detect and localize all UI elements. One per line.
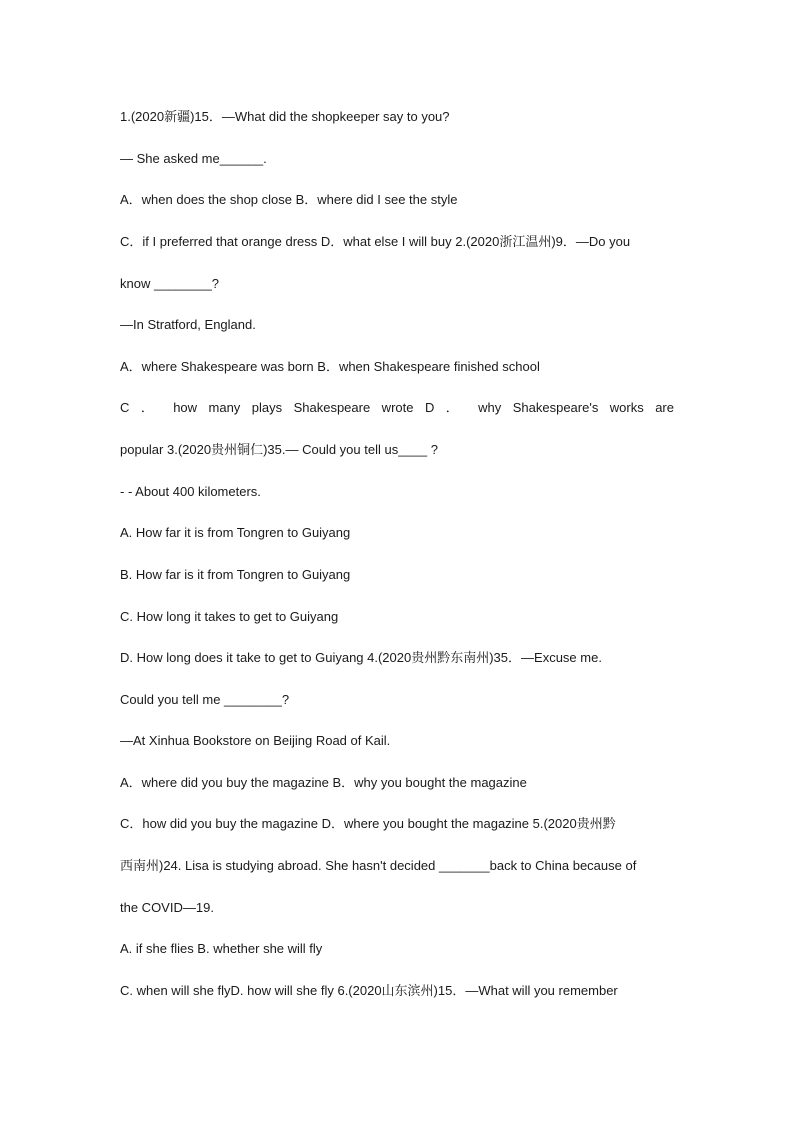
question-1-options-ab: A．when does the shop close B．where did I see the style	[120, 192, 458, 207]
question-3-response: - - About 400 kilometers.	[120, 484, 261, 499]
question-4-options-ab: A．where did you buy the magazine B．why you bought the magazine	[120, 775, 527, 790]
question-5-stem-continued: 西南州)24. Lisa is studying abroad. She hasn't decided _______back to China because of	[120, 858, 637, 873]
question-2-options-cd-continued-question-3-stem: popular 3.(2020贵州铜仁)35.— Could you tell us____ ?	[120, 442, 438, 457]
question-1-options-cd-question-2-stem: C．if I preferred that orange dress D．what else I will buy 2.(2020浙江温州)9．—Do you	[120, 234, 631, 249]
question-2-options-ab: A．where Shakespeare was born B．when Shakespeare finished school	[120, 359, 540, 374]
question-3-option-b: B. How far is it from Tongren to Guiyang	[120, 567, 351, 582]
question-2-stem-continued: know ________?	[120, 276, 220, 291]
question-1-response: — She asked me______.	[120, 151, 267, 166]
question-4-stem-continued: Could you tell me ________?	[120, 692, 290, 707]
question-5-stem-end: the COVID—19.	[120, 900, 214, 915]
question-4-response: —At Xinhua Bookstore on Beijing Road of Kail.	[120, 733, 391, 748]
question-5-options-ab: A. if she flies B. whether she will fly	[120, 941, 323, 956]
question-1-stem: 1.(2020新疆)15．—What did the shopkeeper say to you?	[120, 109, 450, 124]
question-2-options-cd: C ． how many plays Shakespeare wrote D ． why Shakespeare's works are	[120, 400, 674, 415]
question-3-option-a: A. How far it is from Tongren to Guiyang	[120, 525, 351, 540]
question-2-response: —In Stratford, England.	[120, 317, 256, 332]
question-3-option-d-question-4-stem: D. How long does it take to get to Guiyang 4.(2020贵州黔东南州)35．—Excuse me.	[120, 650, 602, 665]
question-3-option-c: C. How long it takes to get to Guiyang	[120, 609, 339, 624]
question-4-options-cd-question-5-stem: C．how did you buy the magazine D．where you bought the magazine 5.(2020贵州黔	[120, 816, 616, 831]
question-5-options-cd-question-6-stem: C. when will she flyD. how will she fly 6.(2020山东滨州)15．—What will you remember	[120, 983, 618, 998]
